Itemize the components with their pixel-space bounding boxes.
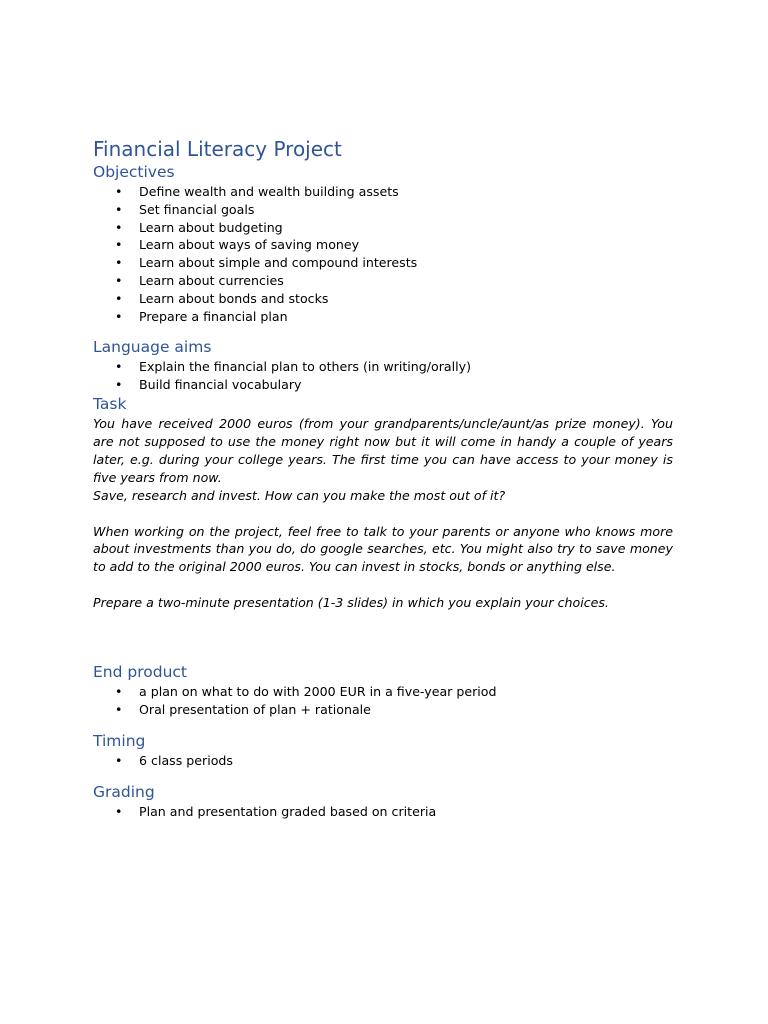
list-item: • 6 class periods (115, 752, 233, 768)
list-item: • Oral presentation of plan + rationale (115, 701, 371, 717)
language-aims-list (93, 358, 673, 394)
list-item: • Learn about ways of saving money (115, 237, 360, 253)
task-heading: Task (93, 394, 127, 413)
end-product-list (93, 683, 673, 719)
list-item: • Build financial vocabulary (115, 377, 302, 393)
bullet-icon: • (115, 377, 123, 393)
bullet-icon: • (115, 184, 123, 199)
task-paragraph: When working on the project, feel free to talk to your parents or anyone who knows more about investments than you do, do google searches, etc. You might also try to save money to add to the original 2000 euros. You can invest in stocks, bonds or anything else. (93, 523, 673, 575)
timing-list (93, 752, 673, 770)
grading-list (93, 803, 673, 821)
objectives-heading: Objectives (93, 163, 175, 181)
bullet-icon: • (115, 308, 123, 324)
document-page (93, 136, 673, 820)
bullet-icon: • (115, 219, 123, 235)
list-item: • Learn about bonds and stocks (115, 290, 329, 306)
task-paragraph: Save, research and invest. How can you make the most out of it? (93, 487, 506, 503)
end-product-heading: End product (93, 663, 187, 682)
list-item: • Plan and presentation graded based on criteria (115, 803, 437, 819)
list-item: • Learn about currencies (115, 272, 284, 288)
document-title: Financial Literacy Project (93, 137, 342, 161)
objectives-list (93, 183, 673, 325)
list-item: • Explain the financial plan to others (in writing/orally) (115, 359, 471, 375)
list-item: • Define wealth and wealth building assets (115, 184, 399, 199)
bullet-icon: • (115, 255, 123, 271)
bullet-icon: • (115, 803, 123, 819)
task-paragraph: Prepare a two-minute presentation (1-3 slides) in which you explain your choices. (93, 595, 609, 611)
bullet-icon: • (115, 359, 123, 375)
task-body (93, 415, 673, 612)
timing-heading: Timing (93, 731, 146, 750)
list-item: • a plan on what to do with 2000 EUR in a five-year period (115, 684, 497, 700)
task-paragraph: You have received 2000 euros (from your grandparents/uncle/aunt/as prize money). You are not supposed to use the money right now but it will come in handy a couple of years later, e.g. during your college years. The first time you can have access to your money is five years from now. (93, 415, 673, 485)
list-item: • Set financial goals (115, 201, 255, 217)
bullet-icon: • (115, 272, 123, 288)
bullet-icon: • (115, 237, 123, 253)
list-item: • Learn about simple and compound interests (115, 255, 418, 271)
grading-heading: Grading (93, 782, 155, 801)
bullet-icon: • (115, 290, 123, 306)
bullet-icon: • (115, 201, 123, 217)
list-item: • Learn about budgeting (115, 219, 283, 235)
bullet-icon: • (115, 752, 123, 768)
bullet-icon: • (115, 701, 123, 717)
bullet-icon: • (115, 684, 123, 700)
language-aims-heading: Language aims (93, 338, 212, 357)
list-item: • Prepare a financial plan (115, 308, 288, 324)
